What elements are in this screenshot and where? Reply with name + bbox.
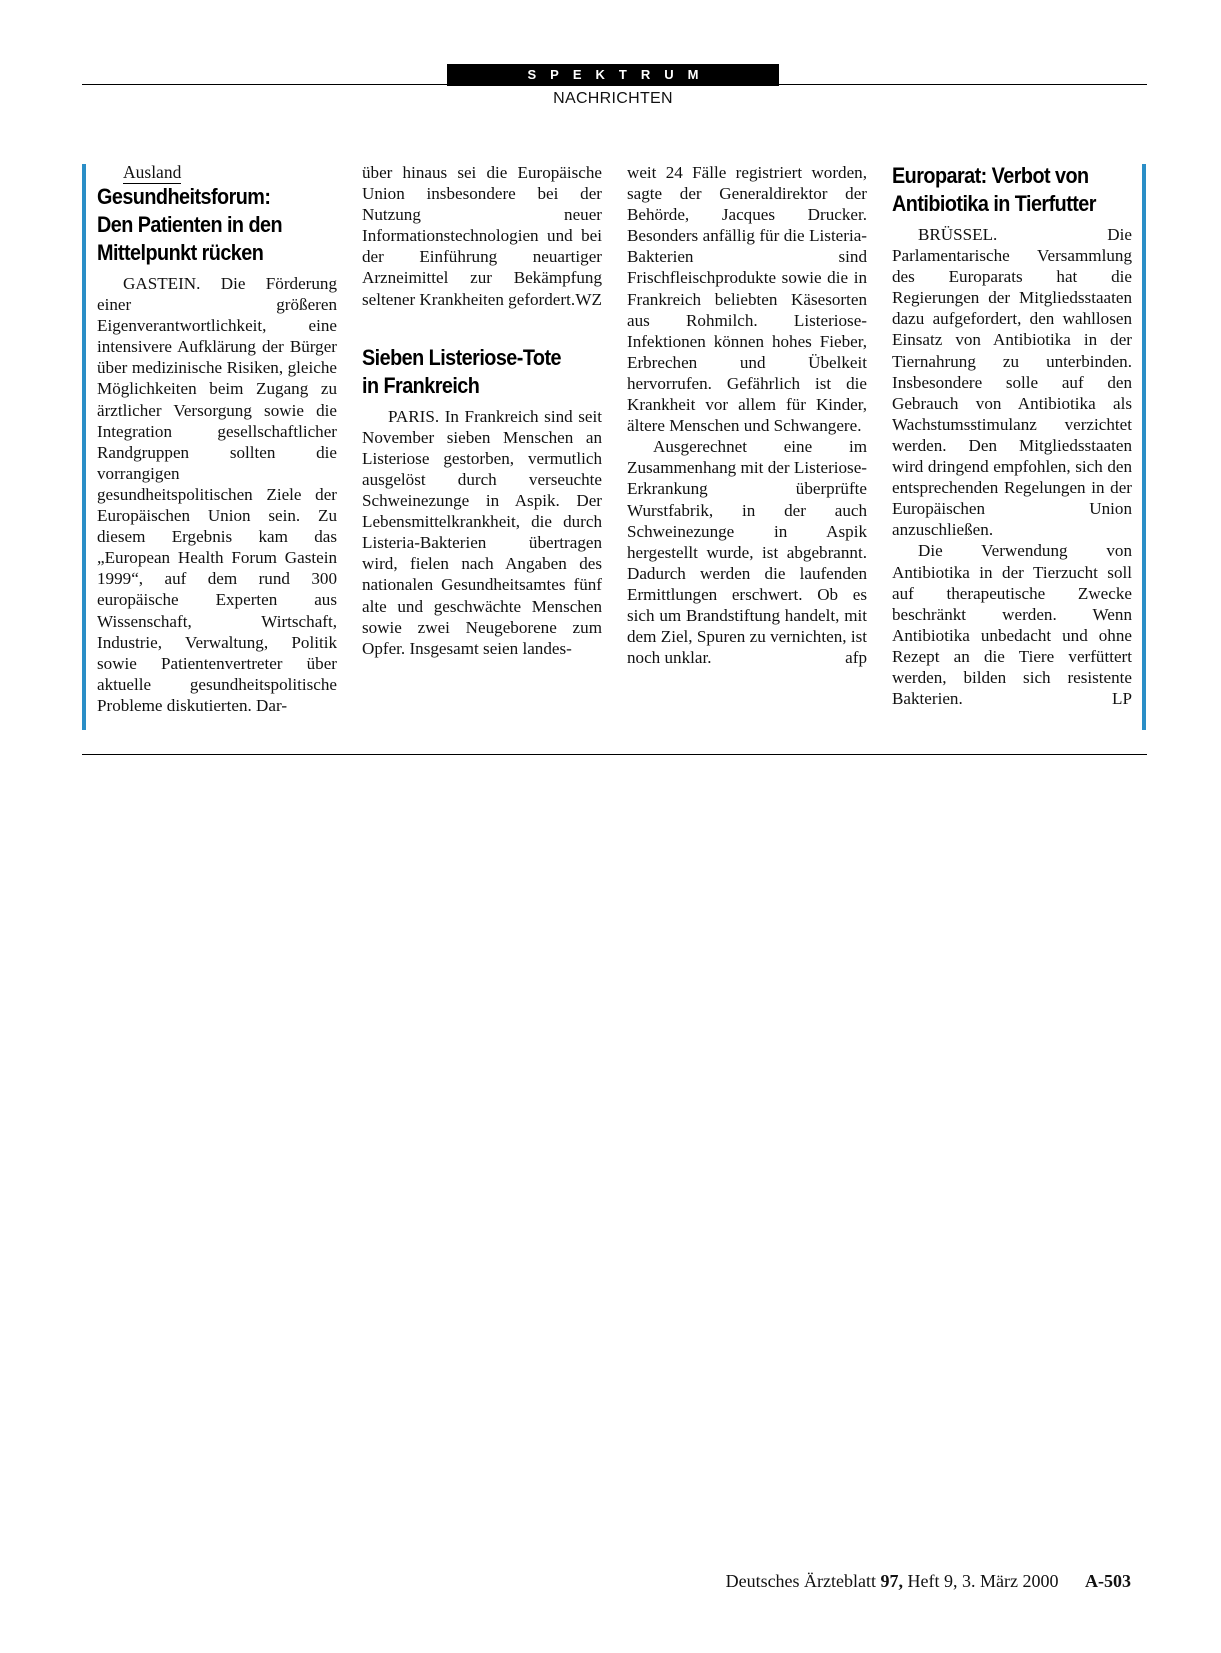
column-3 <box>627 162 867 668</box>
article1-body-continued: über hinaus sei die Europäische Union insbesondere bei der Nutzung neuer Informationstechnologien und bei der Einführung neuartiger Arzneimittel zur Bekämpfung seltener Krankheiten gefordert. WZ <box>362 163 602 309</box>
left-accent-bar <box>82 164 86 730</box>
article2-body-continued: weit 24 Fälle registriert worden, sagte der Generaldirektor der Behörde, Jacques Drucker. Besonders anfällig für die Listeria-Bakterien sind Frischfleischprodukte sowie die in Frankreich beliebten Käsesorten aus Rohmilch. Listeriose-Infektionen können hohes Fieber, Erbrechen und Übelkeit hervorrufen. Gefährlich ist die Krankheit vor allem für Kinder, ältere Menschen und Schwangere. <box>627 163 867 436</box>
article1-headline <box>97 183 337 267</box>
subsection-label: NACHRICHTEN <box>553 90 673 107</box>
column-2 <box>362 162 602 659</box>
article2-signature: afp <box>845 648 867 668</box>
article-rubric: Ausland <box>123 162 182 182</box>
article3-body: BRÜSSEL. Die Parlamentarische Versammlung des Europarats hat die Regierungen der Mitgliedsstaaten dazu aufgefordert, den wahllosen Einsatz von Antibiotika in der Tiernahrung zu unterbinden. Insbesondere solle auf den Gebrauch von Antibiotika als Wachstumsstimulanz verzichtet werden. Den Mitgliedsstaaten wird dringend empfohlen, sich den entsprechenden Regelungen in der Europäischen Union anzuschließen. <box>892 225 1132 540</box>
article2-headline-line: in Frankreich <box>362 372 480 398</box>
right-accent-bar <box>1142 164 1146 730</box>
page-number: A-503 <box>1085 1571 1131 1591</box>
article2-body-paragraph: Ausgerechnet eine im Zusammenhang mit der Listeriose-Erkrankung überprüfte Wurstfabrik, in der auch Schweinezunge in Aspik hergestellt wurde, ist abgebrannt. Dadurch werden die laufenden Ermittlungen erschwert. Ob es sich um Brandstiftung handelt, mit dem Ziel, Spuren zu vernichten, ist noch unklar. afp <box>627 437 867 668</box>
page-footer <box>726 1571 1131 1592</box>
article1-headline-line: Gesundheitsforum: <box>97 184 271 209</box>
article3-signature: LP <box>1112 689 1132 709</box>
article2-body: PARIS. In Frankreich sind seit November sieben Menschen an Listeriose gestorben, vermutlich ausgelöst durch verseuchte Schweinezunge in Aspik. Der Lebensmittelkrankheit, die durch Listeria-Bakterien übertragen wird, fielen nach Angaben des nationalen Gesundheitsamtes fünf alte und geschwächte Menschen sowie zwei Neugeborene zum Opfer. Insgesamt seien landes- <box>362 406 602 658</box>
column-4 <box>892 162 1132 709</box>
bottom-rule <box>82 754 1147 755</box>
article3-headline <box>892 162 1132 218</box>
article1-signature: WZ <box>575 289 602 309</box>
section-label: SPEKTRUM <box>447 64 779 86</box>
article2-headline <box>362 344 602 400</box>
article3-body-paragraph: Die Verwendung von Antibiotika in der Tierzucht soll auf therapeutische Zwecke beschränkt werden. Wenn Antibiotika unbedacht und ohne Rezept an die Tiere verfüttert werden, bilden sich resistente Bakterien. LP <box>892 541 1132 709</box>
article1-headline-line: Mittelpunkt rücken <box>97 240 264 265</box>
article3-headline-line: Antibiotika in Tierfutter <box>892 191 1096 216</box>
article1-headline-line: Den Patienten in den <box>97 212 283 237</box>
article3-headline-line: Europarat: Verbot von <box>892 163 1089 188</box>
column-1 <box>97 162 337 716</box>
journal-volume: 97, <box>880 1571 904 1591</box>
journal-issue: Heft 9, 3. März 2000 <box>907 1571 1059 1591</box>
article2-headline-line: Sieben Listeriose-Tote <box>362 344 561 370</box>
journal-name: Deutsches Ärzteblatt <box>725 1571 877 1591</box>
article1-body: GASTEIN. Die Förderung einer größeren Eigenverantwortlichkeit, eine intensivere Aufklärung der Bürger über medizinische Risiken, gleiche Möglichkeiten beim Zugang zu ärztlicher Versorgung sowie die Integration gesellschaftlicher Randgruppen sollten die vorrangigen gesundheitspolitischen Ziele der Europäischen Union sein. Zu diesem Ergebnis kam das „European Health Forum Gastein 1999“, auf dem rund 300 europäische Experten aus Wissenschaft, Wirtschaft, Industrie, Verwaltung, Politik sowie Patientenvertreter über aktuelle gesundheitspolitische Probleme diskutierten. Dar- <box>97 274 337 715</box>
